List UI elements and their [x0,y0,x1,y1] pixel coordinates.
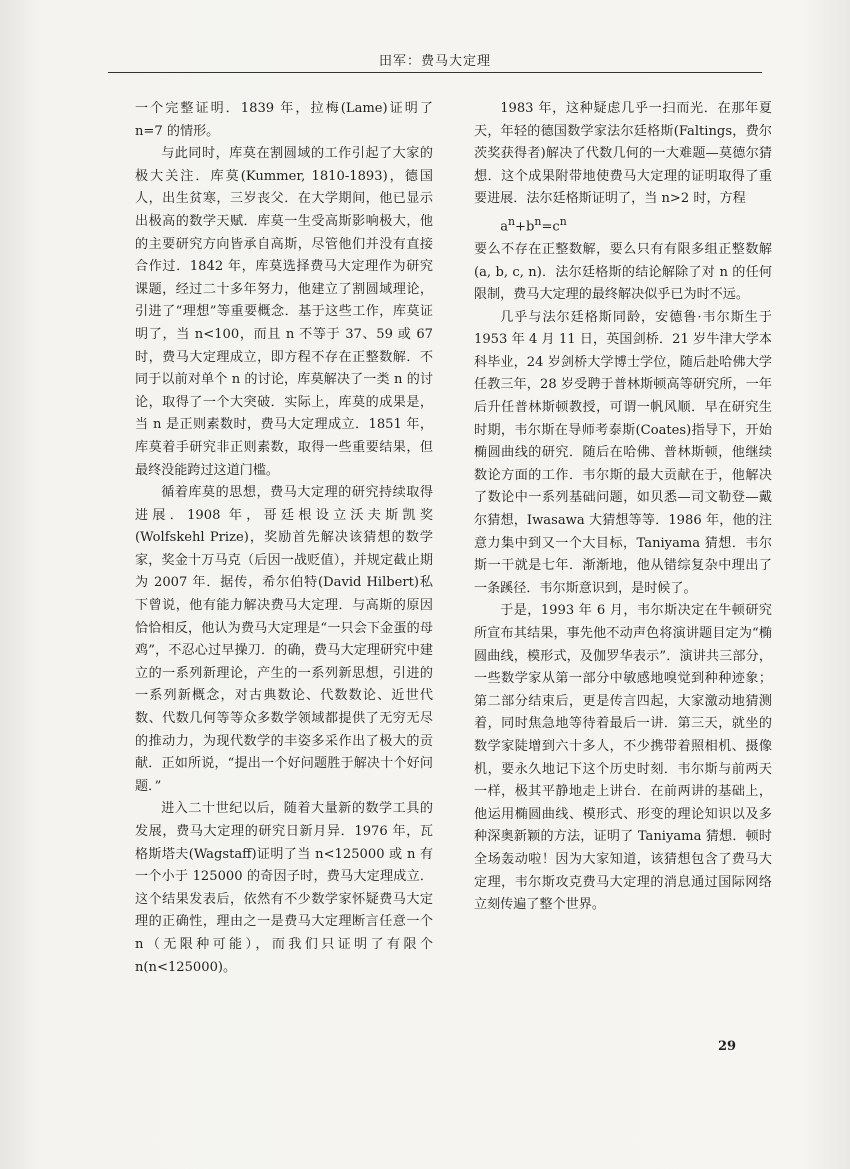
paragraph: 进入二十世纪以后，随着大量新的数学工具的发展，费马大定理的研究日新月异．1976 年，瓦格斯塔夫(Wagstaff)证明了当 n<125000 或 n 有一个小于 125000 的奇因子时，费马大定理成立．这个结果发表后，依然有不少数学家怀疑费马大定理的正确性，理由之一是费马大定理断言任意一个 n（无限种可能），而我们只证明了有限个 n(n<125000)。 [135,801,433,975]
paragraph: 几乎与法尔廷格斯同龄，安德鲁·韦尔斯生于 1953 年 4 月 11 日，英国剑桥．21 岁牛津大学本科毕业，24 岁剑桥大学博士学位，随后赴哈佛大学任教三年，28 岁受聘于普林斯顿高等研究所，一年后升任普林斯顿教授，可谓一帆风顺．早在研究生时期，韦尔斯在导师考泰斯(Coates)指导下，开始椭圆曲线的研究．随后在哈佛、普林斯顿，他继续数论方面的工作．韦尔斯的最大贡献在于，他解决了数论中一系列基础问题，如贝悉—司文勒登—戴尔猜想，Iwasawa 大猜想等等．1986 年，他的注意力集中到又一个大目标，Taniyama 猜想．韦尔斯一干就是七年．渐渐地，他从错综复杂中理出了一条蹊径．韦尔斯意识到，是时候了。 [474,309,772,596]
paragraph: 于是，1993 年 6 月，韦尔斯决定在牛顿研究所宣布其结果，事先他不动声色将演讲题目定为“椭圆曲线，模形式，及伽罗华表示”．演讲共三部分，一些数学家从第一部分中敏感地嗅觉到种种迹象；第二部分结束后，更是传言四起，大家激动地猜测着，同时焦急地等待着最后一讲．第三天，就坐的数学家陡增到六十多人，不少携带着照相机、摄像机，要永久地记下这个历史时刻．韦尔斯与前两天一样，极其平静地走上讲台．在前两讲的基础上，他运用椭圆曲线、模形式、形变的理论知识以及多种深奥新颖的方法，证明了 Taniyama 猜想．顿时全场轰动啦！因为大家知道，该猜想包含了费马大定理，韦尔斯攻克费马大定理的消息通过国际网络立刻传遍了整个世界。 [474,603,772,913]
fermat-equation: $a^n+b^n=c^n$ [500,214,567,235]
right-column [474,98,772,917]
header-rule [108,72,762,73]
paragraph: 要么不存在正整数解，要么只有有限多组正整数解(a, b, c, n)．法尔廷格斯的结论解除了对 n 的任何限制，费马大定理的最终解决似乎已为时不远。 [474,241,772,303]
paragraph: 一个完整证明．1839 年，拉梅(Lame)证明了 n=7 的情形。 [135,101,433,139]
paragraph: 循着库莫的思想，费马大定理的研究持续取得进展．1908 年，哥廷根设立沃夫斯凯奖(Wolfskehl Prize)，奖励首先解决该猜想的数学家，奖金十万马克（后因一战贬值），并规定截止期为 2007 年．据传，希尔伯特(David Hilbert)私下曾说，他有能力解决费马大定理．与高斯的原因恰恰相反，他认为费马大定理是“一只会下金蛋的母鸡”，不忍心过早操刀．的确，费马大定理研究中建立的一系列新理论，产生的一系列新思想，引进的一系列新概念，对古典数论、代数数论、近世代数、代数几何等等众多数学领域都提供了无穷无尽的推动力，为现代数学的丰姿多采作出了极大的贡献．正如所说，“提出一个好问题胜于解决十个好问题．” [135,485,433,794]
running-header: 田军：费马大定理 [378,54,491,69]
left-column [135,98,433,979]
page-number: 29 [718,1039,737,1054]
paragraph: 1983 年，这种疑虑几乎一扫而光．在那年夏天，年轻的德国数学家法尔廷格斯(Faltings，费尔茨奖获得者)解决了代数几何的一大难题—莫德尔猜想．这个成果附带地使费马大定理的证明取得了重要进展．法尔廷格斯证明了，当 n>2 时，方程 [474,101,772,207]
paragraph: 与此同时，库莫在割圆域的工作引起了大家的极大关注．库莫(Kummer, 1810-1893)，德国人，出生贫寒，三岁丧父．在大学期间，他已显示出极高的数学天赋．库莫一生受高斯影响极大，他的主要研究方向皆承自高斯，尽管他们并没有直接合作过．1842 年，库莫选择费马大定理作为研究课题，经过二十多年努力，他建立了割圆域理论，引进了“理想”等重要概念．基于这些工作，库莫证明了，当 n<100，而且 n 不等于 37、59 或 67 时，费马大定理成立，即方程不存在正整数解．不同于以前对单个 n 的讨论，库莫解决了一类 n 的讨论，取得了一个大突破．实际上，库莫的成果是，当 n 是正则素数时，费马大定理成立．1851 年，库莫着手研究非正则素数，取得一些重要结果，但最终没能跨过这道门槛。 [135,146,433,478]
